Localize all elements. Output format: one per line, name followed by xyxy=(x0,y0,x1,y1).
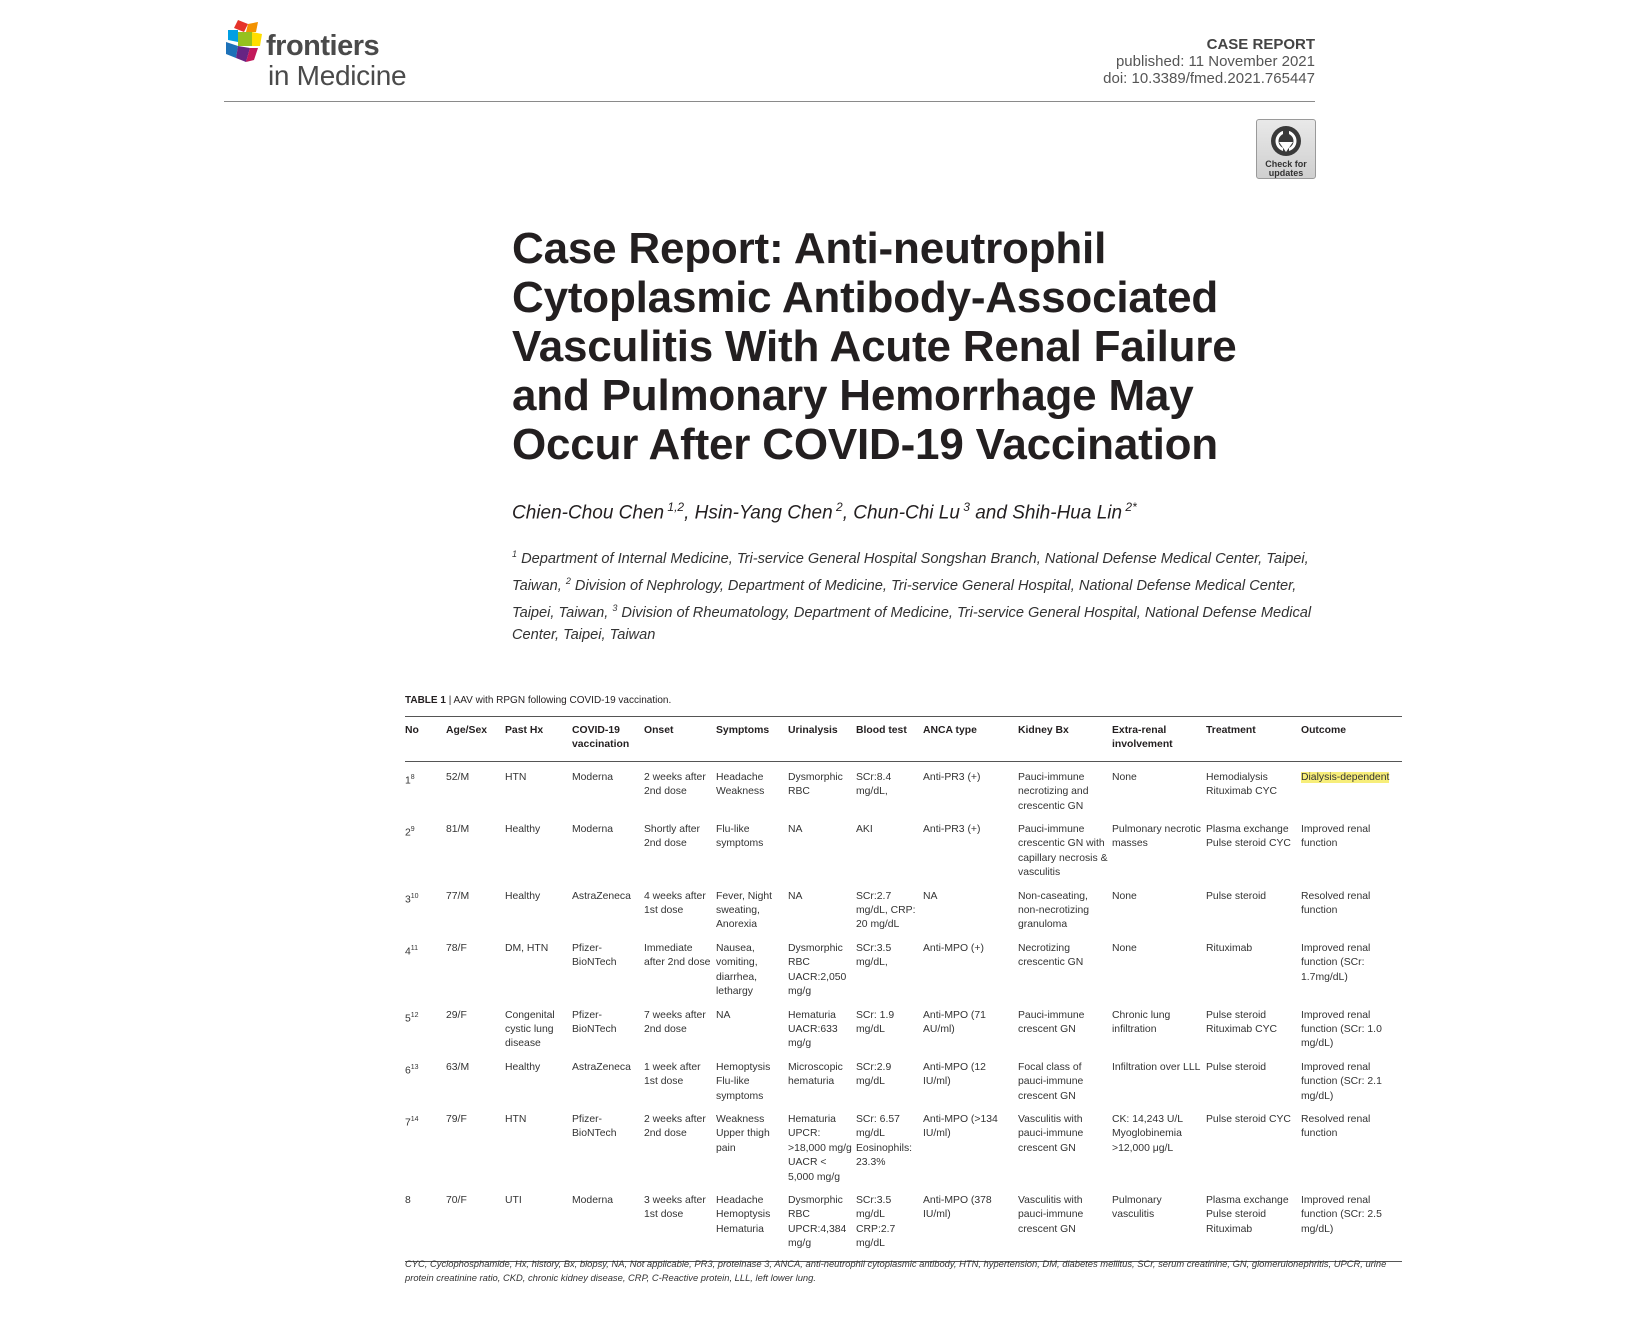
cell-text: Pauci-immune crescent GN xyxy=(1018,1009,1085,1035)
column-header: Treatment xyxy=(1206,717,1301,762)
table-cell xyxy=(716,1009,788,1061)
affiliation-text: Division of Nephrology, Department of Medicine, Tri-service General Hospital, National Defense Medical Center, Taipei, Taiwan, xyxy=(512,577,1297,621)
cell-text: Necrotizing crescentic GN xyxy=(1018,942,1084,969)
cell-text: AstraZeneca xyxy=(572,890,631,902)
author-list: Chien-Chou Chen $^{1,2}$, Hsin-Yang Chen $^2$, Chun-Chi Lu $^3$ and Shih-Hua Lin $^{2*}$ xyxy=(512,500,1137,524)
case-table xyxy=(405,716,1402,1262)
table-cell xyxy=(856,942,923,1009)
table-cell xyxy=(1206,761,1301,823)
cell-text: Healthy xyxy=(505,1061,541,1073)
table-cell xyxy=(644,1113,716,1194)
table-row xyxy=(405,1194,1402,1261)
cell-text: Dysmorphic RBC UPCR:4,384 mg/g xyxy=(788,1194,847,1250)
cell-text: SCr:2.9 mg/dL xyxy=(856,1061,892,1088)
table-cell xyxy=(856,823,923,890)
table-cell xyxy=(856,1061,923,1113)
table-cell xyxy=(1018,890,1112,942)
cell-text: 2 weeks after 2nd dose xyxy=(644,1113,706,1140)
table-cell xyxy=(505,1061,572,1113)
doi[interactable]: doi: 10.3389/fmed.2021.765447 xyxy=(1103,70,1315,87)
column-header: ANCA type xyxy=(923,717,1018,762)
table-cell xyxy=(1112,1194,1206,1261)
cell-text: Pauci-immune necrotizing and crescentic GN xyxy=(1018,771,1089,812)
cell-text: Resolved renal function xyxy=(1301,1113,1371,1140)
cell-text: 77/M xyxy=(446,890,470,902)
table-cell xyxy=(716,761,788,823)
table-cell xyxy=(923,942,1018,1009)
column-header: Blood test xyxy=(856,717,923,762)
table-cell xyxy=(505,823,572,890)
case-number-value: 1 xyxy=(405,775,411,787)
cell-text: Pauci-immune crescentic GN with capillary necrosis & vasculitis xyxy=(1018,824,1108,879)
table-cell xyxy=(446,1009,505,1061)
cell-text: AstraZeneca xyxy=(572,1061,631,1073)
table-cell xyxy=(1206,890,1301,942)
cell-text: 52/M xyxy=(446,771,470,783)
table-cell xyxy=(716,1113,788,1194)
case-number xyxy=(405,761,446,823)
cell-text: Moderna xyxy=(572,771,614,783)
table-cell xyxy=(856,1194,923,1261)
table-cell xyxy=(572,1009,644,1061)
cell-text: Improved renal function (SCr: 2.5 mg/dL) xyxy=(1301,1194,1382,1235)
author-affiliation-sup: 1,2 xyxy=(664,500,685,514)
affiliation-text: Division of Rheumatology, Department of Medicine, Tri-service General Hospital, National Defense Medical Center, Taipei, Taiwan xyxy=(512,604,1312,643)
table-row xyxy=(405,1009,1402,1061)
table-cell xyxy=(572,761,644,823)
cell-text: 63/M xyxy=(446,1061,470,1073)
table-cell xyxy=(1018,1113,1112,1194)
case-number xyxy=(405,942,446,1009)
table-row xyxy=(405,942,1402,1009)
cell-text: AKI xyxy=(856,824,873,836)
table-caption: TABLE 1 | AAV with RPGN following COVID-19 vaccination. xyxy=(405,695,672,706)
cell-text: SCr:3.5 mg/dL CRP:2.7 mg/dL xyxy=(856,1194,896,1250)
cell-text: Congenital cystic lung disease xyxy=(505,1009,555,1050)
cell-text: HTN xyxy=(505,1113,527,1125)
table-caption-text: AAV with RPGN following COVID-19 vaccination. xyxy=(453,695,672,706)
cell-text: Fever, Night sweating, Anorexia xyxy=(716,890,773,931)
table-cell xyxy=(1018,1009,1112,1061)
cell-text: Pulmonary necrotic masses xyxy=(1112,824,1201,850)
table-cell xyxy=(923,823,1018,890)
cell-text: Vasculitis with pauci-immune crescent GN xyxy=(1018,1194,1084,1235)
table-cell xyxy=(788,890,856,942)
case-number xyxy=(405,1009,446,1061)
table-cell xyxy=(716,1061,788,1113)
cell-text: NA xyxy=(923,890,938,902)
table-cell xyxy=(1206,1009,1301,1061)
cell-text: Pulse steroid CYC xyxy=(1206,1113,1291,1125)
table-cell xyxy=(644,823,716,890)
table-cell xyxy=(1112,1061,1206,1113)
table-cell xyxy=(716,942,788,1009)
reference-link[interactable]: 8 xyxy=(410,773,415,781)
cell-text: Non-caseating, non-necrotizing granuloma xyxy=(1018,890,1090,931)
cell-text: HTN xyxy=(505,771,527,783)
cell-text: Pfizer-BioNTech xyxy=(572,942,617,969)
cell-text: Resolved renal function xyxy=(1301,890,1371,917)
table-cell xyxy=(788,942,856,1009)
cell-text: Dialysis-dependent xyxy=(1301,771,1390,783)
cell-text: Pulse steroid Rituximab CYC xyxy=(1206,1009,1278,1035)
cell-text: None xyxy=(1112,771,1137,783)
table-cell xyxy=(644,1009,716,1061)
table-cell xyxy=(1301,823,1402,890)
journal-logo[interactable] xyxy=(224,18,444,90)
cell-text: Hematuria UACR:633 mg/g xyxy=(788,1009,838,1050)
cell-text: Weakness Upper thigh pain xyxy=(716,1113,770,1154)
case-number xyxy=(405,823,446,890)
table-cell xyxy=(505,1194,572,1261)
table-cell xyxy=(1206,1061,1301,1113)
case-number-value: 7 xyxy=(405,1117,411,1129)
cell-text: Pfizer-BioNTech xyxy=(572,1009,617,1035)
reference-link[interactable]: 9 xyxy=(410,826,415,834)
check-for-updates-button[interactable] xyxy=(1256,119,1316,179)
table-row xyxy=(405,823,1402,890)
frontiers-logo-icon xyxy=(224,18,264,66)
table-cell xyxy=(446,823,505,890)
table-cell xyxy=(644,1061,716,1113)
table-row xyxy=(405,890,1402,942)
table-cell xyxy=(1301,1194,1402,1261)
cell-text: 4 weeks after 1st dose xyxy=(644,890,706,917)
table-label: TABLE 1 xyxy=(405,695,446,706)
table-cell xyxy=(572,1061,644,1113)
table-cell xyxy=(923,890,1018,942)
table-cell xyxy=(1018,761,1112,823)
cell-text: None xyxy=(1112,942,1137,954)
column-header: Urinalysis xyxy=(788,717,856,762)
cell-text: Chronic lung infiltration xyxy=(1112,1009,1171,1035)
cell-text: Shortly after 2nd dose xyxy=(644,824,701,850)
table-cell xyxy=(644,890,716,942)
column-header: Extra-renal involvement xyxy=(1112,717,1206,762)
table-cell xyxy=(572,1113,644,1194)
affiliations xyxy=(512,543,1312,646)
cell-text: Healthy xyxy=(505,890,541,902)
case-number-value: 6 xyxy=(405,1065,411,1077)
table-cell xyxy=(923,1061,1018,1113)
cell-text: Rituximab xyxy=(1206,942,1253,954)
article-type: CASE REPORT xyxy=(1206,36,1315,53)
table-row xyxy=(405,1113,1402,1194)
case-number-value: 5 xyxy=(405,1012,411,1024)
table-cell xyxy=(505,761,572,823)
affiliation-sup: 1 xyxy=(512,549,518,559)
table-cell xyxy=(788,1113,856,1194)
table-cell xyxy=(788,1009,856,1061)
cell-text: None xyxy=(1112,890,1137,902)
cell-text: SCr: 1.9 mg/dL xyxy=(856,1009,895,1035)
table-cell xyxy=(788,761,856,823)
cell-text: Anti-MPO (378 IU/ml) xyxy=(923,1194,992,1221)
affiliation-sup: 3 xyxy=(612,602,618,613)
case-number-value: 3 xyxy=(405,894,411,906)
case-number xyxy=(405,1113,446,1194)
column-header: Symptoms xyxy=(716,717,788,762)
cell-text: UTI xyxy=(505,1194,522,1206)
cell-text: Immediate after 2nd dose xyxy=(644,942,711,969)
table-cell xyxy=(1206,823,1301,890)
column-header: Outcome xyxy=(1301,717,1402,762)
cell-text: 3 weeks after 1st dose xyxy=(644,1194,706,1221)
table-cell xyxy=(923,761,1018,823)
reference-link[interactable]: 10 xyxy=(410,892,419,900)
cell-text: Improved renal function xyxy=(1301,824,1371,850)
table-cell xyxy=(788,823,856,890)
table-cell xyxy=(856,890,923,942)
table-cell xyxy=(923,1113,1018,1194)
column-header: COVID-19 vaccination xyxy=(572,717,644,762)
table-footnote: CYC, Cyclophosphamide, Hx, history, Bx, biopsy, NA, Not applicable, PR3, proteinase 3, ANCA, anti-neutrophil cytoplasmic antibody, HTN, hypertension, DM, diabetes mellitus, SCr, serum creatinine, GN, glomerulonephritis, UPCR, urine protein creatinine ratio, CKD, chronic kidney disease, CRP, C-Reactive protein, LLL, left lower lung. xyxy=(405,1258,1387,1283)
cell-text: Improved renal function (SCr: 1.0 mg/dL) xyxy=(1301,1009,1382,1050)
published-date: published: 11 November 2021 xyxy=(1115,53,1315,70)
table-cell xyxy=(572,823,644,890)
table-cell xyxy=(1301,1113,1402,1194)
cell-text: 2 weeks after 2nd dose xyxy=(644,771,706,798)
article-title: Case Report: Anti-neutrophil Cytoplasmic Antibody-Associated Vasculitis With Acute Renal Failure and Pulmonary Hemorrhage May Occur After COVID-19 Vaccination xyxy=(512,224,1237,469)
table-cell xyxy=(505,1009,572,1061)
author-name[interactable]: Shih-Hua Lin xyxy=(1012,502,1123,524)
cell-text: Headache Weakness xyxy=(716,771,765,798)
cell-text: Healthy xyxy=(505,824,541,836)
column-header: Kidney Bx xyxy=(1018,717,1112,762)
cell-text: Flu-like symptoms xyxy=(716,824,764,850)
table-cell xyxy=(923,1194,1018,1261)
cell-text: 1 week after 1st dose xyxy=(644,1061,701,1088)
table-cell xyxy=(716,1194,788,1261)
cell-text: NA xyxy=(716,1009,731,1021)
cell-text: Improved renal function (SCr: 2.1 mg/dL) xyxy=(1301,1061,1382,1102)
table-cell xyxy=(856,1113,923,1194)
case-number xyxy=(405,1194,446,1261)
table-cell xyxy=(856,1009,923,1061)
check-updates-icon xyxy=(1269,124,1303,158)
table-cell xyxy=(505,942,572,1009)
cell-text: DM, HTN xyxy=(505,942,549,954)
cell-text: Headache Hemoptysis Hematuria xyxy=(716,1194,771,1235)
cell-text: 78/F xyxy=(446,942,467,954)
table-cell xyxy=(446,942,505,1009)
cell-text: SCr: 6.57 mg/dL Eosinophils: 23.3% xyxy=(856,1113,913,1169)
table-row xyxy=(405,1061,1402,1113)
cell-text: 7 weeks after 2nd dose xyxy=(644,1009,706,1035)
table-cell xyxy=(446,761,505,823)
reference-link[interactable]: 14 xyxy=(410,1115,419,1123)
cell-text: Anti-MPO (12 IU/ml) xyxy=(923,1061,986,1088)
table-cell xyxy=(446,1113,505,1194)
column-header: Onset xyxy=(644,717,716,762)
cell-text: Pulmonary vasculitis xyxy=(1112,1194,1162,1221)
cell-text: Hemodialysis Rituximab CYC xyxy=(1206,771,1278,798)
cell-text: SCr:8.4 mg/dL, xyxy=(856,771,892,798)
author-affiliation-sup: 3 xyxy=(959,500,970,514)
cell-text: 29/F xyxy=(446,1009,467,1021)
author-name[interactable]: Chien-Chou Chen xyxy=(512,502,665,524)
case-number-value: 2 xyxy=(405,827,411,839)
table-cell xyxy=(856,761,923,823)
table-cell xyxy=(644,761,716,823)
cell-text: Plasma exchange Pulse steroid Rituximab xyxy=(1206,1194,1289,1235)
table-cell xyxy=(1301,761,1402,823)
cell-text: Plasma exchange Pulse steroid CYC xyxy=(1206,824,1291,850)
header-divider xyxy=(224,101,1315,102)
table-cell xyxy=(1301,1009,1402,1061)
cell-text: Anti-MPO (>134 IU/ml) xyxy=(923,1113,998,1140)
cell-text: CK: 14,243 U/L Myoglobinemia >12,000 μg/L xyxy=(1112,1113,1183,1154)
column-header: No xyxy=(405,717,446,762)
table-cell xyxy=(1301,890,1402,942)
affiliation-sup: 2 xyxy=(565,575,571,586)
cell-text: Anti-PR3 (+) xyxy=(923,771,981,783)
case-number xyxy=(405,1061,446,1113)
cell-text: Moderna xyxy=(572,1194,614,1206)
reference-link[interactable]: 11 xyxy=(410,944,419,952)
cell-text: NA xyxy=(788,824,803,836)
cell-text: Focal class of pauci-immune crescent GN xyxy=(1018,1061,1084,1102)
table-cell xyxy=(1112,942,1206,1009)
reference-link[interactable]: 13 xyxy=(410,1063,419,1071)
table-cell xyxy=(716,823,788,890)
table-cell xyxy=(644,1194,716,1261)
author-affiliation-sup: 2 xyxy=(832,500,843,514)
table-cell xyxy=(644,942,716,1009)
cell-text: Dysmorphic RBC UACR:2,050 mg/g xyxy=(788,942,847,998)
table-cell xyxy=(1206,1113,1301,1194)
table-cell xyxy=(923,1009,1018,1061)
check-updates-label-2: updates xyxy=(1268,168,1304,178)
author-affiliation-sup: 2* xyxy=(1122,500,1137,514)
article-meta xyxy=(1103,36,1315,87)
cell-text: Moderna xyxy=(572,824,614,836)
cell-text: Dysmorphic RBC xyxy=(788,771,843,798)
table-cell xyxy=(1112,761,1206,823)
table-cell xyxy=(1112,823,1206,890)
table-cell xyxy=(1018,1061,1112,1113)
cell-text: 81/M xyxy=(446,824,470,836)
cell-text: Nausea, vomiting, diarrhea, lethargy xyxy=(716,942,758,998)
affiliation-text: Department of Internal Medicine, Tri-service General Hospital Songshan Branch, National Defense Medical Center, Taipei, Taiwan, xyxy=(512,550,1309,594)
cell-text: Improved renal function (SCr: 1.7mg/dL) xyxy=(1301,942,1371,983)
table-cell xyxy=(1018,1194,1112,1261)
table-cell xyxy=(788,1194,856,1261)
cell-text: SCr:3.5 mg/dL, xyxy=(856,942,892,969)
author-name[interactable]: Hsin-Yang Chen xyxy=(694,502,833,524)
reference-link[interactable]: 12 xyxy=(410,1011,419,1019)
case-number-value: 4 xyxy=(405,946,411,958)
cell-text: 70/F xyxy=(446,1194,467,1206)
cell-text: Hematuria UPCR: >18,000 mg/g UACR < 5,000 mg/g xyxy=(788,1113,852,1183)
table-cell xyxy=(1301,1061,1402,1113)
column-header: Past Hx xyxy=(505,717,572,762)
table-cell xyxy=(1018,823,1112,890)
table-cell xyxy=(1112,1113,1206,1194)
journal-name-line2: in Medicine xyxy=(268,60,407,91)
cell-text: Infiltration over LLL xyxy=(1112,1061,1201,1073)
check-updates-label-1: Check for xyxy=(1265,159,1307,169)
table-header-row xyxy=(405,717,1402,762)
cell-text: NA xyxy=(788,890,803,902)
table-cell xyxy=(572,942,644,1009)
table-row xyxy=(405,761,1402,823)
cell-text: Pulse steroid xyxy=(1206,890,1267,902)
cell-text: 79/F xyxy=(446,1113,467,1125)
cell-text: Pfizer-BioNTech xyxy=(572,1113,617,1140)
table-cell xyxy=(446,890,505,942)
cell-text: SCr:2.7 mg/dL, CRP: 20 mg/dL xyxy=(856,890,916,931)
journal-name-line1: frontiers xyxy=(266,30,380,62)
cell-text: Pulse steroid xyxy=(1206,1061,1267,1073)
table-cell xyxy=(446,1061,505,1113)
table-cell xyxy=(788,1061,856,1113)
cell-text: Microscopic hematuria xyxy=(788,1061,843,1088)
table-cell xyxy=(572,890,644,942)
case-number xyxy=(405,890,446,942)
table-cell xyxy=(1112,890,1206,942)
cell-text: Anti-MPO (+) xyxy=(923,942,984,954)
table-cell xyxy=(572,1194,644,1261)
table-cell xyxy=(505,890,572,942)
table-cell xyxy=(1206,942,1301,1009)
case-number-value: 8 xyxy=(405,1194,411,1206)
column-header: Age/Sex xyxy=(446,717,505,762)
cell-text: Anti-PR3 (+) xyxy=(923,824,981,836)
cell-text: Vasculitis with pauci-immune crescent GN xyxy=(1018,1113,1084,1154)
table-body xyxy=(405,761,1402,1261)
table-cell xyxy=(1206,1194,1301,1261)
cell-text: Anti-MPO (71 AU/ml) xyxy=(923,1009,986,1035)
table-cell xyxy=(1018,942,1112,1009)
table-cell xyxy=(716,890,788,942)
table-cell xyxy=(446,1194,505,1261)
table-cell xyxy=(1301,942,1402,1009)
author-name[interactable]: Chun-Chi Lu xyxy=(853,502,960,524)
cell-text: Hemoptysis Flu-like symptoms xyxy=(716,1061,771,1102)
table-cell xyxy=(505,1113,572,1194)
table-cell xyxy=(1112,1009,1206,1061)
